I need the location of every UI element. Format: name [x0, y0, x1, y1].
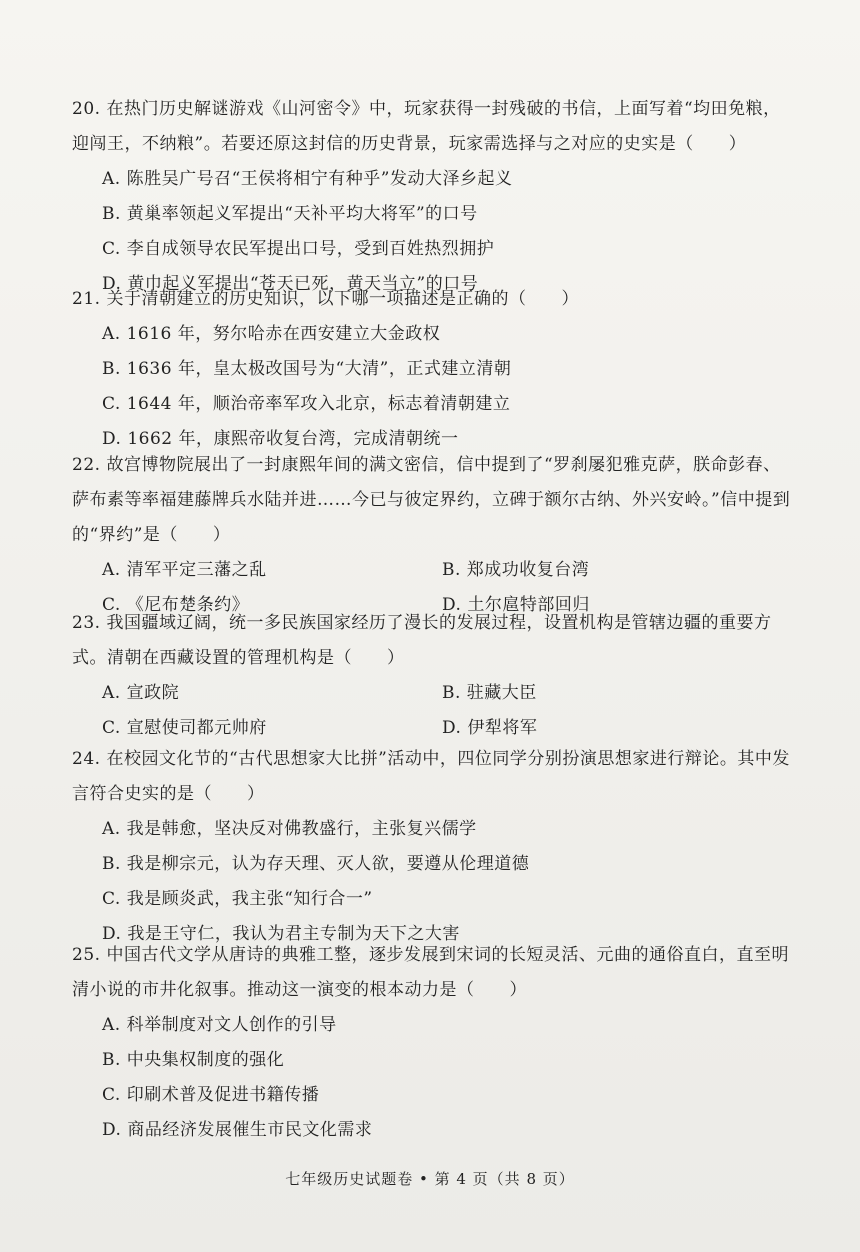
question-stem: 20. 在热门历史解谜游戏《山河密令》中，玩家获得一封残破的书信，上面写着“均田免粮，迎闯王，不纳粮”。若要还原这封信的历史背景，玩家需选择与之对应的史实是（ ）: [72, 99, 781, 154]
option-a: A. 我是韩愈，坚决反对佛教盛行，主张复兴儒学: [102, 819, 477, 839]
option-d: D. 伊犁将军: [442, 718, 538, 738]
question-stem: 23. 我国疆域辽阔，统一多民族国家经历了漫长的发展过程，设置机构是管辖边疆的重要方式。清朝在西藏设置的管理机构是（ ）: [72, 613, 772, 668]
option-b: B. 1636 年，皇太极改国号为“大清”，正式建立清朝: [102, 359, 512, 379]
option-a: A. 宣政院: [102, 683, 180, 703]
option-b: B. 中央集权制度的强化: [102, 1050, 285, 1070]
option-b: B. 黄巢率领起义军提出“天补平均大将军”的口号: [102, 204, 478, 224]
options-grid: [72, 676, 792, 746]
option-d: D. 商品经济发展催生市民文化需求: [102, 1120, 373, 1140]
option-c: C. 《尼布楚条约》: [102, 595, 250, 615]
option-a: A. 清军平定三藩之乱: [102, 560, 267, 580]
option-c: C. 宣慰使司都元帅府: [102, 718, 267, 738]
option-d: D. 黄巾起义军提出“苍天已死，黄天当立”的口号: [102, 274, 479, 294]
question-21: [72, 282, 792, 457]
option-b: B. 郑成功收复台湾: [442, 560, 590, 580]
option-a: A. 科举制度对文人创作的引导: [102, 1015, 337, 1035]
option-c: C. 印刷术普及促进书籍传播: [102, 1085, 320, 1105]
option-d: D. 1662 年，康熙帝收复台湾，完成清朝统一: [102, 429, 459, 449]
option-d: D. 我是王守仁，我认为君主专制为天下之大害: [102, 924, 460, 944]
option-c: C. 1644 年，顺治帝率军攻入北京，标志着清朝建立: [102, 394, 511, 414]
question-22: [72, 448, 792, 623]
option-b: B. 驻藏大臣: [442, 683, 537, 703]
option-b: B. 我是柳宗元，认为存天理、灭人欲，要遵从伦理道德: [102, 854, 530, 874]
question-stem: 25. 中国古代文学从唐诗的典雅工整，逐步发展到宋词的长短灵活、元曲的通俗直白，直至明清小说的市井化叙事。推动这一演变的根本动力是（ ）: [72, 945, 789, 1000]
question-24: [72, 742, 792, 952]
option-c: C. 李自成领导农民军提出口号，受到百姓热烈拥护: [102, 239, 495, 259]
option-a: A. 1616 年，努尔哈赤在西安建立大金政权: [102, 324, 441, 344]
option-a: A. 陈胜吴广号召“王侯将相宁有种乎”发动大泽乡起义: [102, 169, 513, 189]
question-stem: 22. 故宫博物院展出了一封康熙年间的满文密信，信中提到了“罗刹屡犯雅克萨，朕命彭春、萨布素等率福建藤牌兵水陆并进……今已与彼定界约，立碑于额尔古纳、外兴安岭。”信中提到的“界约”是（ ）: [72, 455, 791, 545]
page-footer: 七年级历史试题卷 • 第 4 页（共 8 页）: [285, 1170, 575, 1188]
question-20: [72, 92, 792, 302]
question-stem: 24. 在校园文化节的“古代思想家大比拼”活动中，四位同学分别扮演思想家进行辩论。其中发言符合史实的是（ ）: [72, 749, 790, 804]
question-23: [72, 606, 792, 746]
question-25: [72, 938, 792, 1148]
option-c: C. 我是顾炎武，我主张“知行合一”: [102, 889, 373, 909]
question-stem: 21. 关于清朝建立的历史知识，以下哪一项描述是正确的（ ）: [72, 289, 579, 309]
option-d: D. 土尔扈特部回归: [442, 595, 590, 615]
